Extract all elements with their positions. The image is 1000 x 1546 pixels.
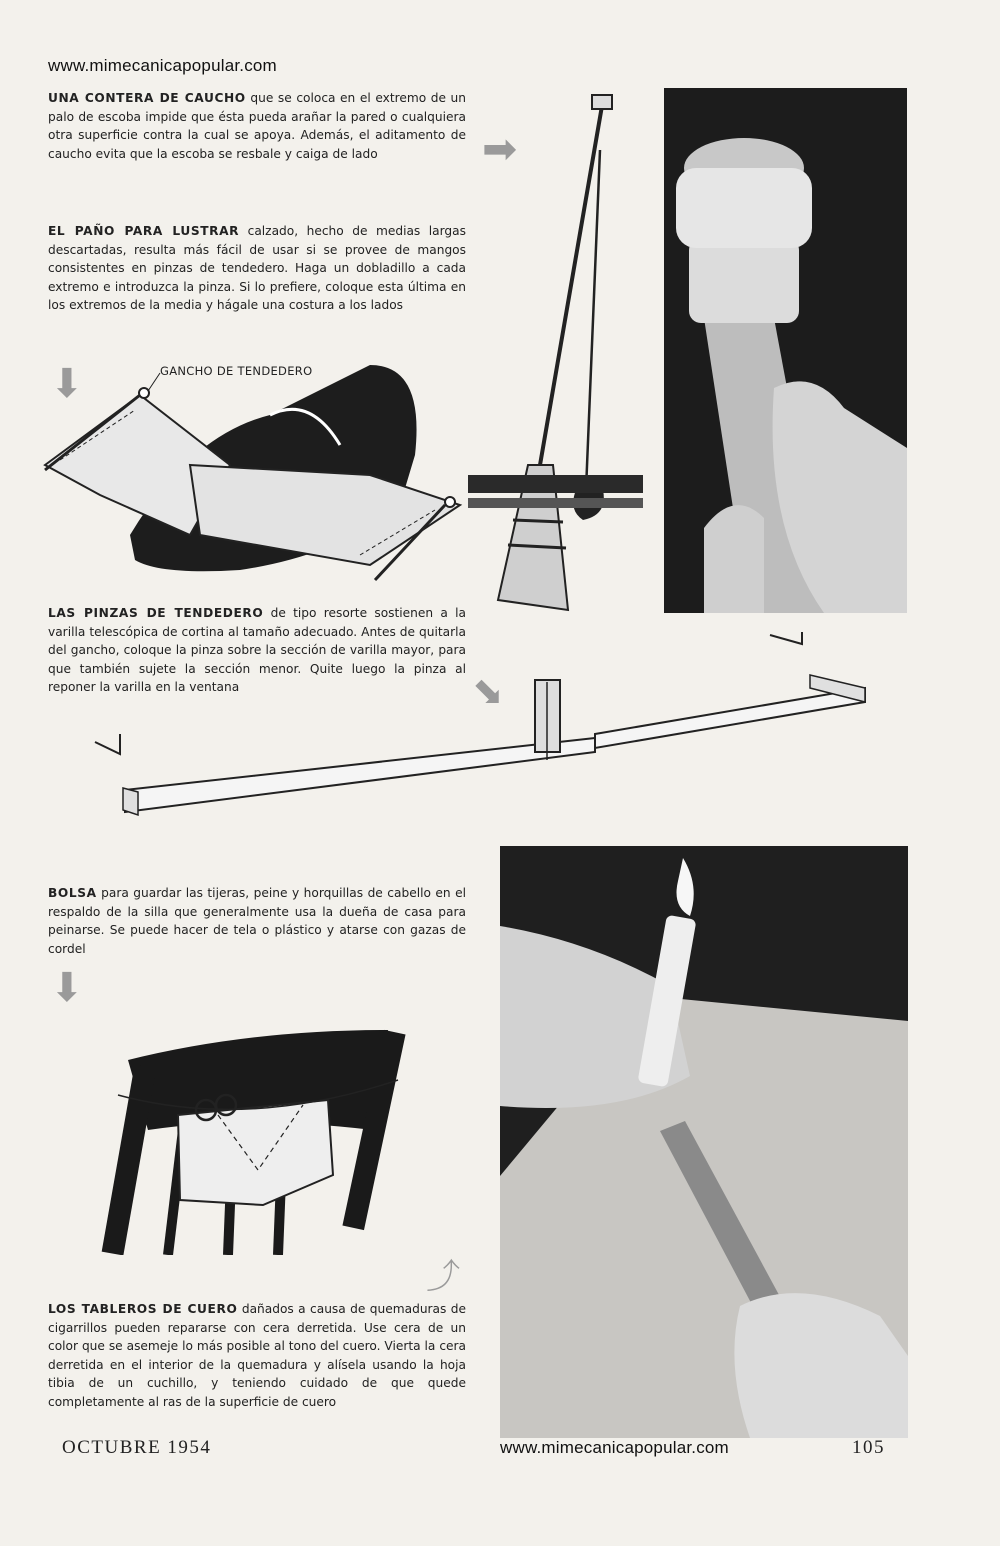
curtain-rod-illustration	[90, 630, 880, 840]
article-heading: LAS PINZAS DE TENDEDERO	[48, 606, 264, 620]
article-heading: EL PAÑO PARA LUSTRAR	[48, 224, 240, 238]
article-heading: UNA CONTERA DE CAUCHO	[48, 91, 246, 105]
article-heading: LOS TABLEROS DE CUERO	[48, 1302, 238, 1316]
footer-url[interactable]: www.mimecanicapopular.com	[500, 1438, 729, 1457]
arrow-right-icon: ➡	[482, 124, 518, 173]
arrow-curved-up-icon: ⤴	[426, 1257, 460, 1297]
article-heading: BOLSA	[48, 886, 97, 900]
broom-illustration	[468, 90, 648, 615]
header-url[interactable]: www.mimecanicapopular.com	[48, 56, 277, 75]
article-body: dañados a causa de quemaduras de cigarrillos pueden repararse con cera derretida. Use cera de un color que se asemeje lo más posible al tono del cuero. Vierta la cera derretida en el interior de la quemadura y alísela usando la hoja tibia de un cuchillo, y teniendo cuidado de que quede completamente al ras de la superficie de cuero	[48, 1302, 467, 1409]
shoe-callout-label: GANCHO DE TENDEDERO	[160, 364, 313, 378]
article-body: que se coloca en el extremo de un palo de escoba impide que ésta pueda arañar la pared o cualquiera otra superficie contra la cual se apoya. Además, el aditamento de caucho evita que la escoba se resbale y caiga de lado	[48, 91, 466, 161]
shoe-cloth-illustration	[40, 355, 465, 585]
article-chair-bag	[48, 884, 466, 958]
page-number: 105	[852, 1437, 885, 1458]
article-leather-repair	[48, 1300, 466, 1412]
chair-bag-illustration	[88, 1020, 413, 1255]
article-body: para guardar las tijeras, peine y horquillas de cabello en el respaldo de la silla que generalmente usa la dueña de casa para peinarse. Se puede hacer de tela o plástico y atarse con gazas de cordel	[48, 886, 466, 956]
leather-repair-photo	[500, 846, 908, 1438]
rubber-tip-photo	[664, 88, 907, 613]
arrow-down-icon: ⬇	[50, 361, 84, 407]
article-body: calzado, hecho de medias largas descartadas, resulta más fácil de usar si se provee de mangos consistentes en pinzas de tendedero. Haga un dobladillo a cada extremo e introduzca la pinza. Si lo prefiere, coloque esta última en los extremos de la media y hágale una costura a los lados	[48, 224, 466, 313]
arrow-down-icon: ⬇	[50, 965, 84, 1011]
article-body: de tipo resorte sostienen a la varilla telescópica de cortina al tamaño adecuado. Antes de quitarla del gancho, coloque la pinza sobre la sección de varilla mayor, para que también sujete la sección menor. Quite luego la pinza al reponer la varilla en la ventana	[48, 606, 466, 695]
arrow-right-down-icon: ⬊	[472, 669, 504, 713]
article-shoe-cloth	[48, 222, 466, 315]
article-rubber-tip	[48, 89, 466, 163]
footer-date: OCTUBRE 1954	[62, 1437, 212, 1458]
